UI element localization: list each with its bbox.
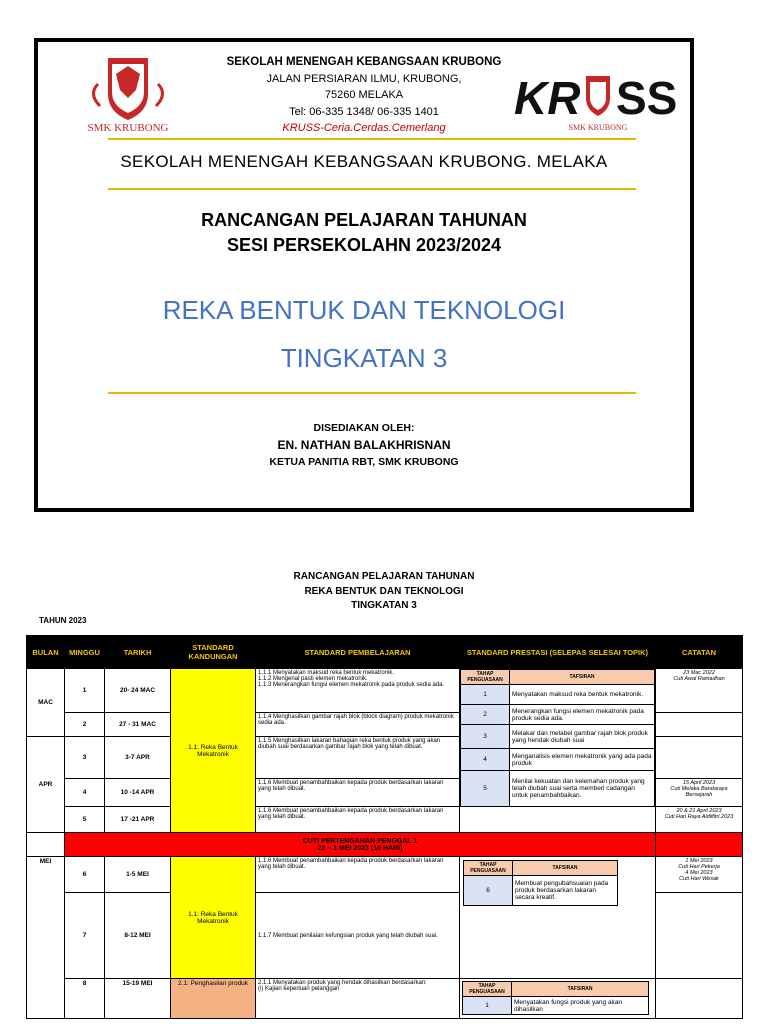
break-dates: 22 – 1 MEI 2023 (10 HARI) (317, 844, 403, 852)
week-no: 8 (65, 979, 105, 1019)
header-catatan: CATATAN (656, 636, 743, 669)
prestasi-table (462, 981, 649, 1015)
svg-text:SS: SS (616, 72, 678, 124)
tp-desc: Membuat pengubahsuaian pada produk berdasarkan lakaran secara kreatif. (513, 876, 618, 906)
svg-text:SMK KRUBONG: SMK KRUBONG (568, 123, 628, 132)
month-cell: MEI (27, 857, 65, 1019)
header-standard-prestasi: STANDARD PRESTASI (SELEPAS SELESAI TOPIK) (460, 636, 656, 669)
standard-pembelajaran-cell: 1.1.4 Menghasilkan gambar rajah blok (block diagram) produk mekatronik sedia ada. (256, 713, 460, 737)
tp-level: 5 (461, 771, 510, 807)
svg-text:KR: KR (514, 72, 581, 124)
note-cell (656, 893, 743, 979)
standard-pembelajaran-cell: 1.1.1 Menyatakan maksud reka bentuk mekatronik. 1.1.2 Mengenal pasti elemen mekatronik. 1.1.3 Menerangkan fungsi elemen mekatronik pada produk sedia ada. (256, 669, 460, 713)
rpt-title (38, 208, 690, 258)
standard-kandungan-cell: 1.1: Reka Bentuk Mekatronik (171, 857, 256, 979)
month-cell: APR (27, 737, 65, 833)
header-standard-pembelajaran: STANDARD PEMBELAJARAN (256, 636, 460, 669)
standard-pembelajaran-cell: 2.1.1 Menyatakan produk yang hendak dihasilkan berdasarkan: (i) Kajian keperluan pelanggan (256, 979, 460, 1019)
school-name: SEKOLAH MENENGAH KEBANGSAAN KRUBONG (226, 56, 502, 68)
standard-prestasi-cell (460, 857, 656, 979)
tp-level: 2 (461, 705, 510, 725)
rpt-title-line1: RANCANGAN PELAJARAN TAHUNAN (201, 210, 527, 230)
tp-level: 4 (461, 749, 510, 771)
week-date: 20- 24 MAC (105, 669, 171, 713)
standard-pembelajaran-cell: 1.1.6 Membuat penambahbaikan kepada produk berdasarkan lakaran yang telah dibuat. (256, 779, 460, 807)
week-date: 27 - 31 MAC (105, 713, 171, 737)
tp-desc: Menerangkan fungsi elemen mekatronik pada produk sedia ada. (510, 705, 655, 725)
week-date: 1-5 MEI (105, 857, 171, 893)
week-date: 3-7 APR (105, 737, 171, 779)
table-row (27, 857, 743, 893)
note-cell (656, 713, 743, 737)
prestasi-table (460, 669, 655, 807)
note-cell: 1 Mei 2023 Cuti Hari Pekerja 4 Mei 2023 Cuti Hari Wesak (656, 857, 743, 893)
break-row (27, 833, 743, 857)
week-date: 10 -14 APR (105, 779, 171, 807)
year-label: TAHUN 2023 (39, 616, 87, 625)
tp-desc: Menyatakan fungsi produk yang akan dihasilkan (512, 997, 649, 1015)
header-standard-kandungan: STANDARD KANDUNGAN (171, 636, 256, 669)
tahap-header: TAHAP PENGUASAAN (461, 670, 510, 685)
table-row (27, 669, 743, 713)
week-no: 6 (65, 857, 105, 893)
cover-page (34, 38, 694, 512)
header-tarikh: TARIKH (105, 636, 171, 669)
header-bulan: BULAN (27, 636, 65, 669)
tp-level: 3 (461, 725, 510, 749)
plan-title (0, 570, 768, 614)
week-date: 15-19 MEI (105, 979, 171, 1019)
header-minggu: MINGGU (65, 636, 105, 669)
week-no: 2 (65, 713, 105, 737)
gold-divider (108, 188, 636, 190)
table-header-row (27, 636, 743, 669)
standard-kandungan-cell: 2.1: Penghasilan produk (171, 979, 256, 1019)
tafsiran-header: TAFSIRAN (513, 861, 618, 876)
school-address-2: 75260 MELAKA (324, 89, 404, 101)
prepared-by (38, 420, 690, 471)
subject-title (38, 286, 690, 382)
rpt-title-line2: SESI PERSEKOLAHN 2023/2024 (226, 235, 502, 255)
note-cell: 23 Mac 2022 Cuti Awal Ramadhan (656, 669, 743, 713)
tp-level: 6 (464, 876, 513, 906)
standard-kandungan-cell: 1.1: Reka Bentuk Mekatronik (171, 669, 256, 833)
tafsiran-header: TAFSIRAN (510, 670, 655, 685)
plan-title-2: REKA BENTUK DAN TEKNOLOGI (304, 585, 464, 597)
week-no: 3 (65, 737, 105, 779)
week-no: 7 (65, 893, 105, 979)
school-motto: KRUSS-Ceria.Cerdas.Cemerlang (282, 122, 446, 134)
tahap-header: TAHAP PENGUASAAN (463, 982, 512, 997)
prestasi-table (463, 860, 618, 906)
kruss-logo-icon (512, 58, 682, 138)
week-date: 8-12 MEI (105, 893, 171, 979)
month-cell: MAC (27, 669, 65, 737)
week-no: 4 (65, 779, 105, 807)
school-tel: Tel: 06-335 1348/ 06-335 1401 (289, 105, 439, 118)
note-cell (656, 737, 743, 779)
gold-divider (108, 138, 636, 140)
school-address-1: JALAN PERSIARAN ILMU, KRUBONG, (266, 72, 462, 85)
week-date: 17 -21 APR (105, 807, 171, 833)
tp-desc: Melakar dan melabel gambar rajah blok produk yang hendak diubah suai (510, 725, 655, 749)
week-no: 5 (65, 807, 105, 833)
tp-level: 1 (461, 685, 510, 705)
note-cell: 20 & 21 April 2023 Cuti Hari Raya Aidilfitri 2023 (656, 807, 743, 833)
annual-plan-table (26, 635, 743, 1019)
school-subtitle: SEKOLAH MENENGAH KEBANGSAAN KRUBONG. MELAKA (120, 152, 608, 171)
note-cell: 15 April 2023 Cuti Melaka Bandaraya Bersejarah (656, 779, 743, 807)
standard-pembelajaran-cell: 1.1.7 Membuat penilaian kefungsian produk yang telah diubah suai. (256, 893, 460, 979)
standard-pembelajaran-cell: 1.1.6 Membuat penambahbaikan kepada produk berdasarkan lakaran yang telah dibuat. (256, 857, 460, 893)
week-no: 1 (65, 669, 105, 713)
prepared-name: EN. NATHAN BALAKHRISNAN (277, 438, 451, 452)
tp-desc: Menyatakan maksud reka bentuk mekatronik. (510, 685, 655, 705)
gold-divider (108, 392, 636, 394)
table-row (27, 979, 743, 1019)
tahap-header: TAHAP PENGUASAAN (464, 861, 513, 876)
standard-pembelajaran-cell: 1.1.5 Menghasilkan lakaran bahagian reka bentuk produk yang akan diubah suai berdasarkan gambar rajah blok yang telah dibuat. (256, 737, 460, 779)
mid-term-break (65, 833, 656, 857)
standard-pembelajaran-cell: 1.1.6 Membuat penambahbaikan kepada produk berdasarkan lakaran yang telah dibuat. (256, 807, 460, 833)
prepared-role: KETUA PANITIA RBT, SMK KRUBONG (269, 456, 459, 468)
tafsiran-header: TAFSIRAN (512, 982, 649, 997)
standard-prestasi-cell (460, 979, 656, 1019)
form-level: TINGKATAN 3 (280, 343, 448, 373)
svg-text:SMK KRUBONG: SMK KRUBONG (87, 122, 169, 134)
break-title: CUTI PERTENGAHAN PENGGAL 1 (302, 837, 418, 845)
prepared-label: DISEDIAKAN OLEH: (313, 422, 415, 434)
tp-desc: Menilai kekuatan dan kelemahan produk yang telah diubah suai serta memberi cadangan untuk penambahbaikan. (510, 771, 655, 807)
plan-title-3: TINGKATAN 3 (351, 600, 417, 611)
standard-prestasi-cell (460, 669, 656, 833)
plan-title-1: RANCANGAN PELAJARAN TAHUNAN (293, 571, 475, 582)
subject-name: REKA BENTUK DAN TEKNOLOGI (162, 295, 566, 325)
tp-level: 1 (463, 997, 512, 1015)
note-cell (656, 979, 743, 1019)
tp-desc: Menganalisis elemen mekatronik yang ada pada produk (510, 749, 655, 771)
